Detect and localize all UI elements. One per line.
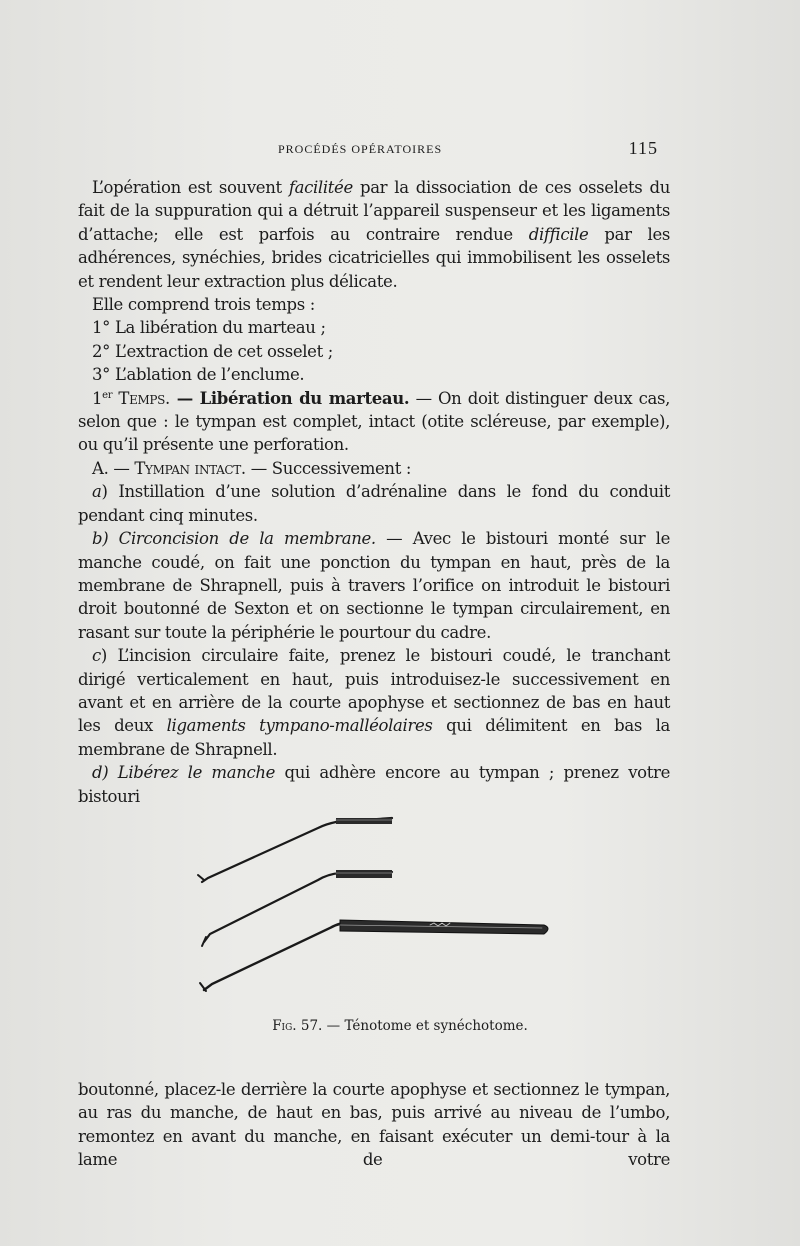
small-caps-label: Temps.	[112, 388, 170, 408]
text-run: — On doit distinguer deux cas, selon que : le tympan est complet, intact (otite scléreuse, par exemple), ou qu’il présente une perforation.	[78, 388, 670, 455]
text-run: A. —	[92, 458, 135, 478]
paragraph-c	[78, 644, 670, 761]
paragraph-temps: Elle comprend trois temps :	[92, 295, 315, 315]
page-number: 115	[628, 138, 658, 158]
paragraph-a	[78, 480, 670, 527]
page-header	[78, 138, 658, 162]
paragraph-first-temps	[78, 387, 670, 457]
emphasis: ) Libérez le manche	[102, 763, 276, 783]
text-run: qui délimitent en bas la membrane de Shrapnell.	[78, 716, 670, 759]
text-run: par la dissociation de ces osselets du fait de la suppuration qui a détruit l’appareil suspenseur et les ligaments d’attache; elle est parfois au contraire rendue	[78, 178, 670, 244]
emphasis: ) Circoncision de la membrane.	[102, 529, 376, 549]
paragraph-d	[78, 761, 670, 808]
item-letter: c	[92, 646, 101, 666]
text-run: ) L’incision circulaire faite, prenez le bistouri coudé, le tranchant dirigé verticalement en haut, puis introduisez-le successivement en avant et en arrière de la courte apophyse et sectionnez de bas en haut les deux	[78, 646, 670, 736]
synechotome-bottom	[200, 920, 548, 991]
small-caps-label: Tympan intact.	[134, 458, 246, 478]
text-run: — Avec le bistouri monté sur le manche coudé, on fait une ponction du tympan en haut, près de la membrane de Shrapnell, puis à travers l’orifice on introduit le bistouri droit boutonné de Sexton et on sectionne le tympan circulairement, en rasant sur toute la périphérie le pourtour du cadre.	[78, 529, 670, 642]
tenotome-middle	[202, 870, 392, 946]
text-run: 1	[92, 388, 103, 408]
step-1: 1° La libération du marteau ;	[92, 318, 326, 338]
step-3: 3° L’ablation de l’enclume.	[92, 365, 305, 385]
surgical-instruments-figure	[190, 804, 570, 1004]
figure-caption	[0, 1018, 800, 1034]
running-title: PROCÉDÉS OPÉRATOIRES	[278, 142, 443, 156]
text-run: L’opération est souvent	[92, 178, 289, 197]
text-run: ) Instillation d’une solution d’adrénaline dans le fond du conduit pendant cinq minutes.	[78, 482, 670, 525]
text-run: — Successivement :	[245, 458, 412, 478]
caption-label: Fig. 57.	[272, 1018, 323, 1034]
body-text	[78, 176, 670, 808]
emphasis: facilitée	[288, 178, 353, 197]
step-2: 2° L’extraction de cet osselet ;	[92, 341, 333, 361]
paragraph-continuation: boutonné, placez-le derrière la courte apophyse et sectionnez le tympan, au ras du manche, de haut en bas, puis arrivé au niveau de l’umbo, remontez en avant du manche, en faisant exécuter un demi-tour à la lame de votre	[78, 1080, 670, 1170]
item-letter: a	[92, 482, 102, 502]
paragraph-intro	[78, 176, 670, 293]
item-letter: b	[92, 529, 103, 549]
emphasis: difficile	[528, 224, 589, 244]
section-title: — Libération du marteau.	[169, 388, 410, 408]
text-run: par les adhérences, synéchies, brides cicatricielles qui immobilisent les osselets et rendent leur extraction plus délicate.	[78, 224, 670, 291]
text-run: qui adhère encore au tympan ; prenez votre bistouri	[78, 763, 670, 806]
paragraph-b	[78, 527, 670, 644]
caption-text: — Ténotome et synéchotome.	[322, 1018, 528, 1034]
paragraph-tympan-intact	[78, 457, 670, 480]
superscript: er	[102, 389, 113, 401]
continuation-text	[78, 1078, 670, 1172]
item-letter: d	[92, 763, 103, 783]
emphasis: ligaments tympano-malléolaires	[166, 716, 433, 736]
